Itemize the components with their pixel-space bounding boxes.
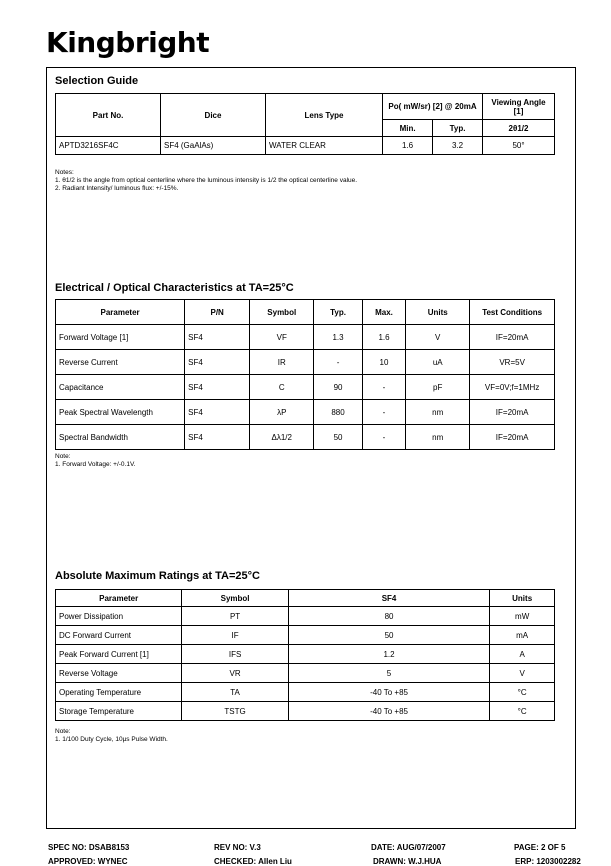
col-units: Units xyxy=(490,590,555,607)
cell-min: 1.6 xyxy=(383,137,433,155)
col-test-conditions: Test Conditions xyxy=(470,300,555,325)
table-cell: Capacitance xyxy=(56,375,185,400)
table-cell: SF4 xyxy=(185,350,250,375)
table-cell: TSTG xyxy=(182,702,288,721)
table-cell: Peak Forward Current [1] xyxy=(56,645,182,664)
table-cell: TA xyxy=(182,683,288,702)
table-cell: V xyxy=(406,325,470,350)
col-symbol: Symbol xyxy=(250,300,314,325)
table-cell: IF xyxy=(182,626,288,645)
date: DATE: AUG/07/2007 xyxy=(371,843,446,852)
table-cell: - xyxy=(362,425,405,450)
table-cell: Reverse Voltage xyxy=(56,664,182,683)
drawn: DRAWN: W.J.HUA xyxy=(373,857,442,866)
col-min: Min. xyxy=(383,120,433,137)
table-row xyxy=(56,664,555,683)
table-cell: 50 xyxy=(314,425,363,450)
col-typ: Typ. xyxy=(314,300,363,325)
table-cell: uA xyxy=(406,350,470,375)
note-line: Note: xyxy=(55,453,71,460)
col-lens: Lens Type xyxy=(266,94,383,137)
table-row xyxy=(56,607,555,626)
table-cell: SF4 xyxy=(185,400,250,425)
cell-view: 50° xyxy=(483,137,555,155)
note-line: 1. θ1/2 is the angle from optical centerline where the luminous intensity is 1/2 the optical centerline value. xyxy=(55,177,358,184)
col-view-sub: 2θ1/2 xyxy=(483,120,555,137)
rev-no: REV NO: V.3 xyxy=(214,843,261,852)
table-row xyxy=(56,645,555,664)
table-cell: 80 xyxy=(288,607,490,626)
table-cell: 880 xyxy=(314,400,363,425)
erp: ERP: 1203002282 xyxy=(515,857,581,866)
table-cell: VR xyxy=(182,664,288,683)
table-cell: Power Dissipation xyxy=(56,607,182,626)
table-row xyxy=(56,137,555,155)
spec-no: SPEC NO: DSAB8153 xyxy=(48,843,130,852)
table-cell: IFS xyxy=(182,645,288,664)
selection-table xyxy=(55,93,555,155)
electrical-notes xyxy=(55,453,136,469)
col-view: Viewing Angle [1] xyxy=(483,94,555,120)
table-row xyxy=(56,683,555,702)
col-parameter: Parameter xyxy=(56,300,185,325)
cell-part: APTD3216SF4C xyxy=(56,137,161,155)
table-cell: 90 xyxy=(314,375,363,400)
table-cell: pF xyxy=(406,375,470,400)
table-cell: 1.6 xyxy=(362,325,405,350)
table-cell: - xyxy=(362,400,405,425)
cell-typ: 3.2 xyxy=(433,137,483,155)
table-cell: Peak Spectral Wavelength xyxy=(56,400,185,425)
note-line: Notes: xyxy=(55,169,74,176)
table-cell: Operating Temperature xyxy=(56,683,182,702)
table-cell: nm xyxy=(406,425,470,450)
note-line: 1. 1/100 Duty Cycle, 10μs Pulse Width. xyxy=(55,736,168,743)
approved: APPROVED: WYNEC xyxy=(48,857,128,866)
table-cell: SF4 xyxy=(185,375,250,400)
col-parameter: Parameter xyxy=(56,590,182,607)
col-po: Po( mW/sr) [2] @ 20mA xyxy=(383,94,483,120)
table-cell: DC Forward Current xyxy=(56,626,182,645)
col-part: Part No. xyxy=(56,94,161,137)
brand-logo: Kingbright xyxy=(46,26,210,59)
electrical-table xyxy=(55,299,555,450)
note-line: 1. Forward Voltage: +/-0.1V. xyxy=(55,461,136,468)
table-cell: 1.2 xyxy=(288,645,490,664)
col-units: Units xyxy=(406,300,470,325)
table-row xyxy=(56,325,555,350)
selection-title: Selection Guide xyxy=(55,75,139,87)
note-line: 2. Radiant Intensity/ luminous flux: +/-15%. xyxy=(55,185,179,192)
table-cell: -40 To +85 xyxy=(288,702,490,721)
table-cell: - xyxy=(362,375,405,400)
table-cell: - xyxy=(314,350,363,375)
table-cell: Reverse Current xyxy=(56,350,185,375)
table-cell: -40 To +85 xyxy=(288,683,490,702)
table-cell: 50 xyxy=(288,626,490,645)
electrical-title: Electrical / Optical Characteristics at TA=25°C xyxy=(55,282,294,294)
table-cell: SF4 xyxy=(185,425,250,450)
col-max: Max. xyxy=(362,300,405,325)
table-cell: PT xyxy=(182,607,288,626)
table-cell: IR xyxy=(250,350,314,375)
table-row xyxy=(56,400,555,425)
absolute-table xyxy=(55,589,555,721)
absolute-notes xyxy=(55,728,168,744)
table-cell: A xyxy=(490,645,555,664)
table-cell: °C xyxy=(490,683,555,702)
cell-dice: SF4 (GaAlAs) xyxy=(161,137,266,155)
table-cell: Δλ1/2 xyxy=(250,425,314,450)
selection-notes xyxy=(55,169,357,193)
table-cell: Storage Temperature xyxy=(56,702,182,721)
col-sf4: SF4 xyxy=(288,590,490,607)
table-cell: IF=20mA xyxy=(470,325,555,350)
table-cell: IF=20mA xyxy=(470,425,555,450)
absolute-title: Absolute Maximum Ratings at TA=25°C xyxy=(55,570,260,582)
table-row xyxy=(56,375,555,400)
table-row xyxy=(56,702,555,721)
col-pn: P/N xyxy=(185,300,250,325)
table-cell: Forward Voltage [1] xyxy=(56,325,185,350)
cell-lens: WATER CLEAR xyxy=(266,137,383,155)
table-cell: SF4 xyxy=(185,325,250,350)
table-cell: IF=20mA xyxy=(470,400,555,425)
table-cell: λP xyxy=(250,400,314,425)
col-symbol: Symbol xyxy=(182,590,288,607)
table-cell: 1.3 xyxy=(314,325,363,350)
table-cell: nm xyxy=(406,400,470,425)
table-row xyxy=(56,350,555,375)
table-cell: °C xyxy=(490,702,555,721)
table-cell: 10 xyxy=(362,350,405,375)
table-cell: VF xyxy=(250,325,314,350)
table-cell: VR=5V xyxy=(470,350,555,375)
table-cell: V xyxy=(490,664,555,683)
table-cell: Spectral Bandwidth xyxy=(56,425,185,450)
table-cell: 5 xyxy=(288,664,490,683)
page-number: PAGE: 2 OF 5 xyxy=(514,843,566,852)
table-cell: C xyxy=(250,375,314,400)
table-cell: mA xyxy=(490,626,555,645)
table-cell: mW xyxy=(490,607,555,626)
note-line: Note: xyxy=(55,728,71,735)
col-dice: Dice xyxy=(161,94,266,137)
col-typ: Typ. xyxy=(433,120,483,137)
table-row xyxy=(56,626,555,645)
table-cell: VF=0V;f=1MHz xyxy=(470,375,555,400)
table-row xyxy=(56,425,555,450)
checked: CHECKED: Allen Liu xyxy=(214,857,292,866)
